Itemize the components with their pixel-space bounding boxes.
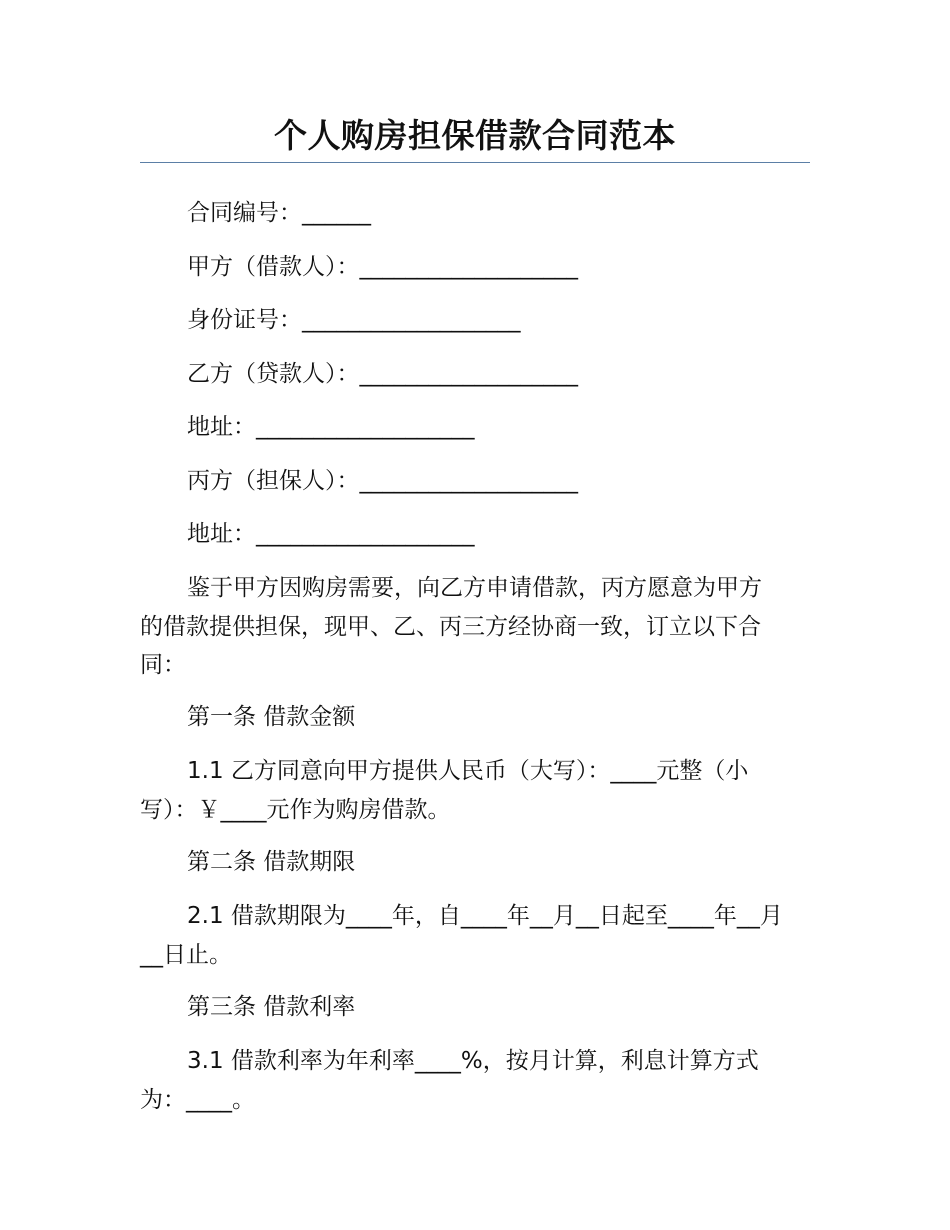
article-1-heading: 第一条 借款金额 bbox=[187, 704, 356, 730]
article-1-line-2: 写）：￥____元作为购房借款。 bbox=[140, 797, 451, 823]
field-contract-number: 合同编号：______ bbox=[187, 200, 371, 226]
field-address-b: 地址：___________________ bbox=[187, 414, 475, 440]
preamble-line-1: 鉴于甲方因购房需要，向乙方申请借款，丙方愿意为甲方 bbox=[187, 575, 762, 601]
article-2-line-1: 2.1 借款期限为____年，自____年__月__日起至____年__月 bbox=[187, 903, 783, 929]
article-1-line-1: 1.1 乙方同意向甲方提供人民币（大写）：____元整（小 bbox=[187, 758, 749, 784]
preamble-line-3: 同： bbox=[140, 652, 186, 678]
field-id-number: 身份证号：___________________ bbox=[187, 307, 521, 333]
preamble-line-2: 的借款提供担保，现甲、乙、丙三方经协商一致，订立以下合 bbox=[140, 614, 761, 640]
document-title: 个人购房担保借款合同范本 bbox=[274, 116, 676, 155]
article-3-line-2: 为：____。 bbox=[140, 1087, 255, 1113]
field-address-c: 地址：___________________ bbox=[187, 521, 475, 547]
article-3-heading: 第三条 借款利率 bbox=[187, 994, 356, 1020]
field-party-c: 丙方（担保人）：___________________ bbox=[187, 468, 578, 494]
field-party-b: 乙方（贷款人）：___________________ bbox=[187, 361, 578, 387]
article-2-line-2: __日止。 bbox=[140, 942, 232, 968]
article-2-heading: 第二条 借款期限 bbox=[187, 849, 356, 875]
article-3-line-1: 3.1 借款利率为年利率____%，按月计算，利息计算方式 bbox=[187, 1048, 759, 1074]
field-party-a: 甲方（借款人）：___________________ bbox=[187, 254, 578, 280]
title-underline bbox=[140, 162, 810, 163]
